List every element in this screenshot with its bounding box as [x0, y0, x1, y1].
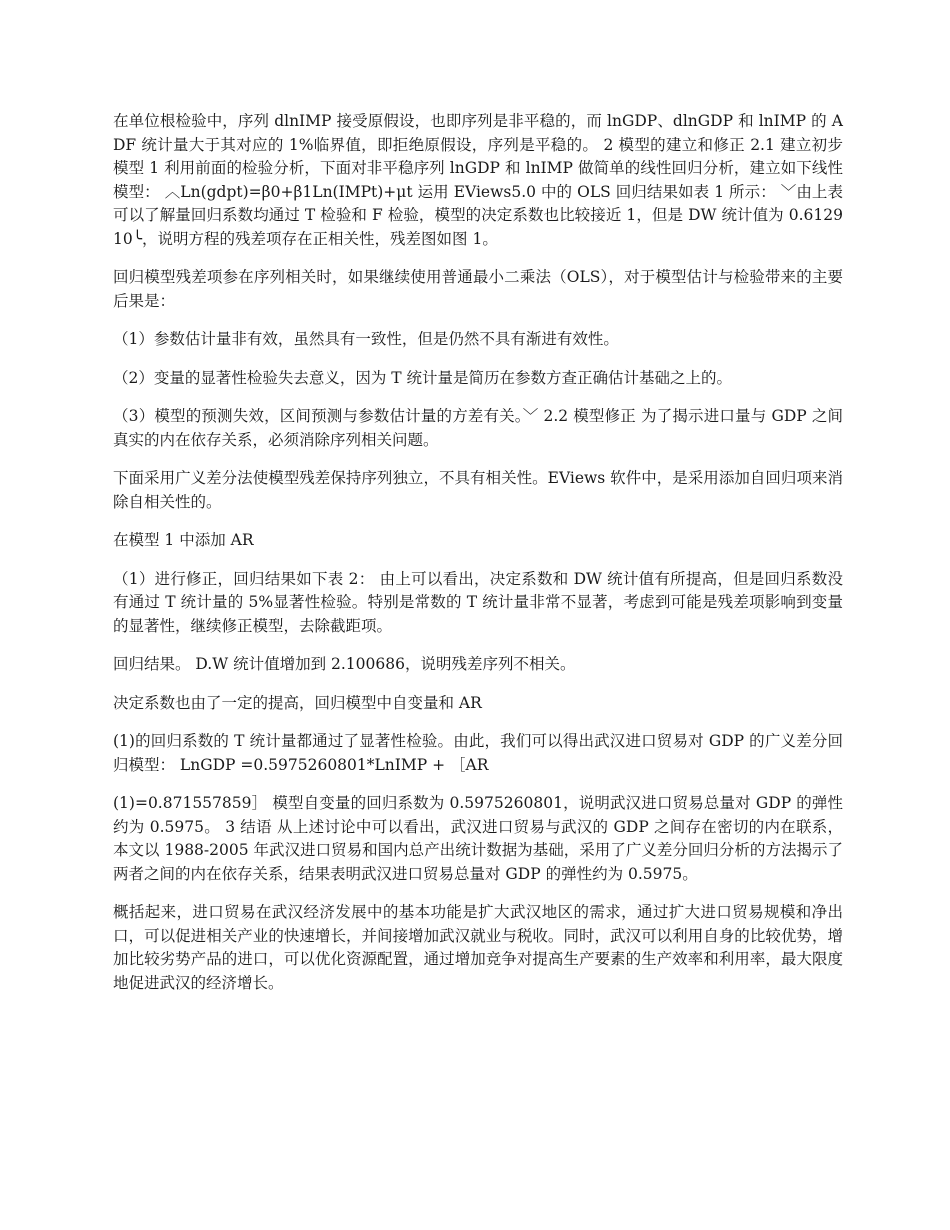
paragraph-dw-statistic: 回归结果。 D.W 统计值增加到 2.100686，说明残差序列不相关。 [113, 655, 576, 673]
paragraph-consequence-3: （3）模型的预测失效，区间预测与参数估计量的方差有关。﹀ 2.2 模型修正 为了揭示进口量与 GDP 之间真实的内在依存关系，必须消除序列相关问题。 [113, 407, 843, 449]
paragraph-consequence-2: （2）变量的显著性检验失去意义，因为 T 统计量是简历在参数方查正确估计基础之上的。 [113, 368, 733, 387]
paragraph-serial-correlation-consequences: 回归模型残差项参在序列相关时，如果继续使用普通最小二乘法（OLS），对于模型估计与检验带来的主要后果是： [113, 268, 843, 310]
paragraph-summary: 概括起来，进口贸易在武汉经济发展中的基本功能是扩大武汉地区的需求，通过扩大进口贸易规模和净出口，可以促进相关产业的快速增长，并间接增加武汉就业与税收。同时，武汉可以利用自身的比较优势，增加比较劣势产品的进口，可以优化资源配置，通过增加竞争对提高生产要素的生产效率和利用率，最大限度地促进武汉的经济增长。 [113, 903, 843, 992]
paragraph-conclusion: (1)=0.871557859］ 模型自变量的回归系数为 0.5975260801，说明武汉进口贸易总量对 GDP 的弹性约为 0.5975。 3 结语 从上述讨论中可以看出，武汉进口贸易与武汉的 GDP 之间存在密切的内在联系，本文以 1988-2005 年武汉进口贸易和国内总产出统计数据为基础，采用了广义差分回归分析的方法揭示了两者之间的内在依存关系，结果表明武汉进口贸易总量对 GDP 的弹性约为 0.5975。 [113, 794, 843, 883]
paragraph-generalized-difference: 下面采用广义差分法使模型残差保持序列独立，不具有相关性。EViews 软件中，是采用添加自回归项来消除自相关性的。 [113, 469, 843, 511]
paragraph-correction-results: （1）进行修正，回归结果如下表 2： 由上可以看出，决定系数和 DW 统计值有所提高，但是回归系数没有通过 T 统计量的 5%显著性检验。特别是常数的 T 统计量非常不显著，考虑到可能是残差项影响到变量的显著性，继续修正模型，去除截距项。 [113, 569, 843, 635]
paragraph-consequence-1: （1）参数估计量非有效，虽然具有一致性，但是仍然不具有渐进有效性。 [113, 330, 619, 348]
paragraph-unit-root-and-model: 在单位根检验中，序列 dlnIMP 接受原假设，也即序列是非平稳的，而 lnGDP、dlnGDP 和 lnIMP 的 ADF 统计量大于其对应的 1%临界值，即拒绝原假设，序列是平稳的。 2 模型的建立和修正 2.1 建立初步模型 1 利用前面的检验分析，下面对非平稳序列 lnGDP 和 lnIMP 做简单的线性回归分析，建立如下线性模型： ︿Ln(gdpt)=β0+β1Ln(IMPt)+μt 运用 EViews5.0 中的 OLS 回归结果如表 1 所示： ﹀由上表可以了解量回归系数均通过 T 检验和 F 检验，模型的决定系数也比较接近 1，但是 DW 统计值为 0.612910╰，说明方程的残差项存在正相关性，残差图如图 1。 [113, 112, 843, 248]
paragraph-determination-coefficient: 决定系数也由了一定的提高，回归模型中自变量和 AR [113, 693, 482, 712]
document-body [113, 110, 843, 1010]
paragraph-add-ar: 在模型 1 中添加 AR [113, 531, 254, 549]
paragraph-regression-model: (1)的回归系数的 T 统计量都通过了显著性检验。由此，我们可以得出武汉进口贸易对 GDP 的广义差分回归模型： LnGDP =0.5975260801*LnIMP + ［AR [113, 732, 843, 774]
